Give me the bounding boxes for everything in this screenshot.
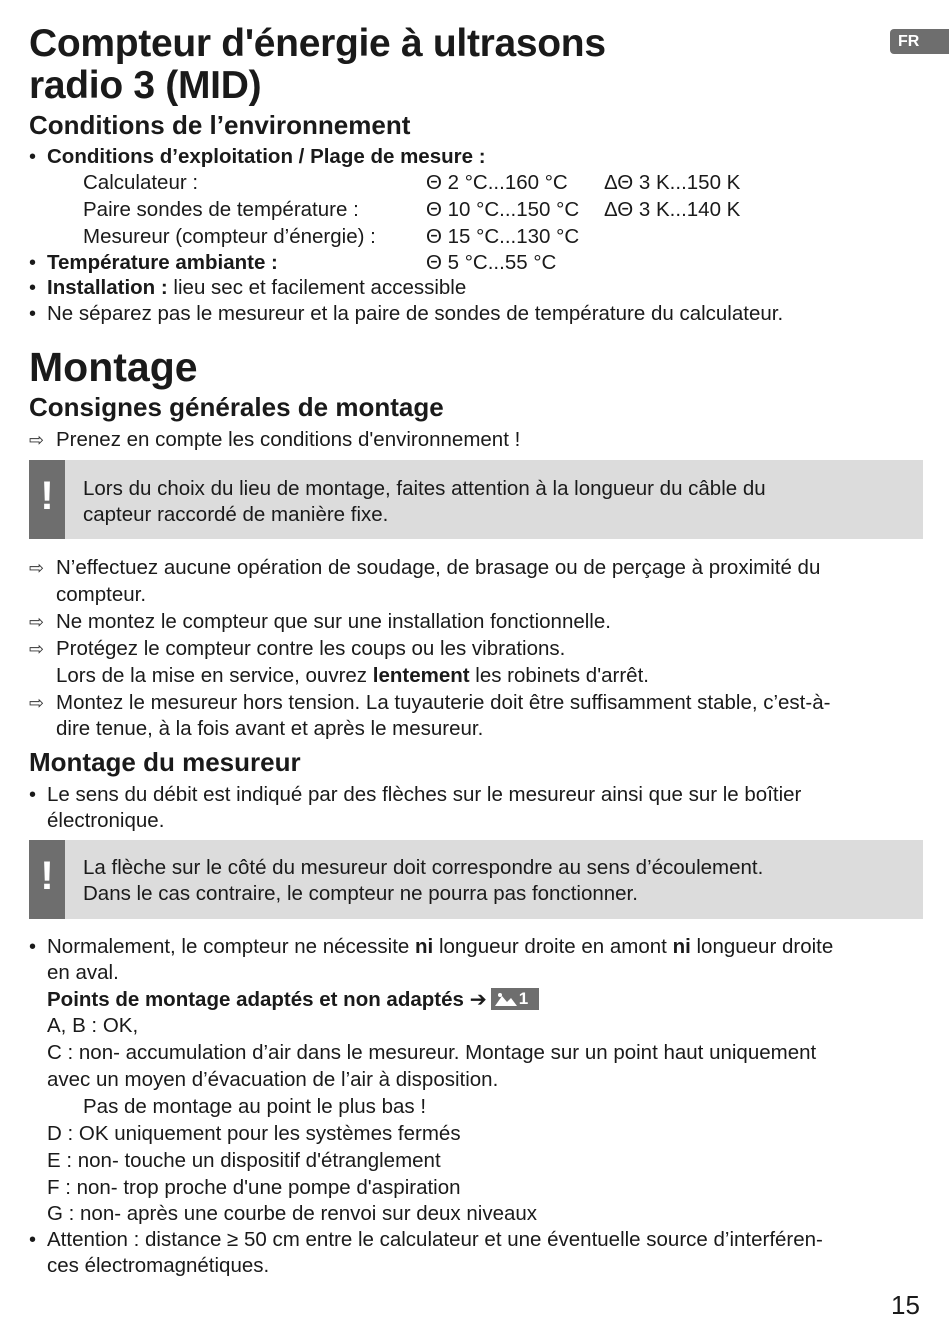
arrow-right-icon: ⇨ bbox=[29, 430, 45, 450]
montage-heading: Montage bbox=[29, 344, 198, 390]
calc-delta: ΔΘ 3 K...150 K bbox=[604, 171, 741, 194]
point-c-line3: Pas de montage au point le plus bas ! bbox=[83, 1095, 427, 1118]
point-ab: A, B : OK, bbox=[47, 1014, 139, 1037]
installation-line bbox=[47, 275, 466, 301]
figure-number: 1 bbox=[518, 988, 529, 1008]
env-heading: Conditions de l’environnement bbox=[29, 110, 411, 140]
arrow-right-icon: ⇨ bbox=[29, 693, 45, 713]
separate-note: Ne séparez pas le mesureur et la paire de sondes de température du calculateur. bbox=[47, 302, 784, 325]
exclamation-icon: ! bbox=[29, 840, 65, 919]
ambient-label: Température ambiante : bbox=[47, 251, 278, 274]
attention-line1: Attention : distance ≥ 50 cm entre le calculateur et une éventuelle source d’interféren- bbox=[47, 1228, 823, 1251]
point-d: D : OK uniquement pour les systèmes fermés bbox=[47, 1122, 461, 1145]
step-no-voltage-line2: dire tenue, à la fois avant et après le mesureur. bbox=[56, 717, 484, 740]
warning-box-cable bbox=[29, 460, 923, 539]
figure-reference[interactable] bbox=[491, 988, 539, 1010]
straight-e: longueur droite bbox=[690, 935, 834, 958]
calc-range: Θ 2 °C...160 °C bbox=[426, 171, 568, 194]
point-e: E : non- touche un dispositif d'étranglement bbox=[47, 1149, 441, 1172]
bullet-icon: • bbox=[29, 784, 37, 806]
step-no-voltage-line1: Montez le mesureur hors tension. La tuyauterie doit être suffisamment stable, c’est-à- bbox=[56, 691, 831, 714]
straight-length-line1 bbox=[47, 934, 833, 960]
valves-text-c: les robinets d'arrêt. bbox=[469, 664, 649, 687]
general-montage-heading: Consignes générales de montage bbox=[29, 392, 444, 422]
exclamation-icon: ! bbox=[29, 460, 65, 539]
step-welding-line2: compteur. bbox=[56, 583, 147, 606]
arrow-right-icon: ⇨ bbox=[29, 558, 45, 578]
straight-b: ni bbox=[415, 935, 434, 958]
attention-line2: ces électromagnétiques. bbox=[47, 1254, 270, 1277]
point-f: F : non- trop proche d'une pompe d'aspiration bbox=[47, 1176, 461, 1199]
valves-text-bold: lentement bbox=[372, 664, 470, 687]
bullet-icon: • bbox=[29, 1229, 37, 1251]
meter-range: Θ 15 °C...130 °C bbox=[426, 225, 580, 248]
step-welding-line1: N’effectuez aucune opération de soudage, de brasage ou de perçage à proximité du bbox=[56, 556, 821, 579]
flow-direction-line2: électronique. bbox=[47, 809, 165, 832]
straight-a: Normalement, le compteur ne nécessite bbox=[47, 935, 416, 958]
bullet-icon: • bbox=[29, 277, 37, 299]
sensor-label: Paire sondes de température : bbox=[83, 198, 359, 221]
warning-text-line1: La flèche sur le côté du mesureur doit correspondre au sens d’écoulement. bbox=[83, 856, 764, 879]
calc-label: Calculateur : bbox=[83, 171, 199, 194]
valves-text-a: Lors de la mise en service, ouvrez bbox=[56, 664, 373, 687]
step-protect: Protégez le compteur contre les coups ou les vibrations. bbox=[56, 637, 566, 660]
point-c-line1: C : non- accumulation d’air dans le mesureur. Montage sur un point haut uniquement bbox=[47, 1041, 817, 1064]
meter-montage-heading: Montage du mesureur bbox=[29, 747, 301, 777]
arrow-right-icon: ⇨ bbox=[29, 612, 45, 632]
point-c-line2: avec un moyen d’évacuation de l’air à disposition. bbox=[47, 1068, 499, 1091]
warning-text-line2: Dans le cas contraire, le compteur ne pourra pas fonctionner. bbox=[83, 882, 638, 905]
ambient-value: Θ 5 °C...55 °C bbox=[426, 251, 557, 274]
straight-c: longueur droite en amont bbox=[433, 935, 673, 958]
page-number: 15 bbox=[891, 1290, 920, 1320]
bullet-icon: • bbox=[29, 146, 37, 168]
sensor-delta: ΔΘ 3 K...140 K bbox=[604, 198, 741, 221]
bullet-icon: • bbox=[29, 252, 37, 274]
image-icon bbox=[494, 992, 518, 1007]
note-environment: Prenez en compte les conditions d'environnement ! bbox=[56, 428, 521, 451]
warning-text-line1: Lors du choix du lieu de montage, faites attention à la longueur du câble du bbox=[83, 477, 766, 500]
installation-label: Installation : bbox=[47, 276, 168, 299]
step-functional-install: Ne montez le compteur que sur une installation fonctionnelle. bbox=[56, 610, 611, 633]
page-title-line2: radio 3 (MID) bbox=[29, 64, 262, 107]
bullet-icon: • bbox=[29, 303, 37, 325]
point-g: G : non- après une courbe de renvoi sur deux niveaux bbox=[47, 1202, 538, 1225]
warning-box-arrow bbox=[29, 840, 923, 919]
straight-d: ni bbox=[672, 935, 691, 958]
language-badge: FR bbox=[890, 29, 949, 54]
warning-text-line2: capteur raccordé de manière fixe. bbox=[83, 503, 389, 526]
sensor-range: Θ 10 °C...150 °C bbox=[426, 198, 580, 221]
straight-length-line2: en aval. bbox=[47, 961, 119, 984]
bullet-icon: • bbox=[29, 936, 37, 958]
meter-label: Mesureur (compteur d’énergie) : bbox=[83, 225, 376, 248]
flow-direction-line1: Le sens du débit est indiqué par des flèches sur le mesureur ainsi que sur le boîtier bbox=[47, 783, 802, 806]
mounting-points-label: Points de montage adaptés et non adaptés ➔ bbox=[47, 988, 487, 1011]
arrow-right-icon: ⇨ bbox=[29, 639, 45, 659]
op-conditions-label: Conditions d’exploitation / Plage de mesure : bbox=[47, 145, 486, 168]
page-title-line1: Compteur d'énergie à ultrasons bbox=[29, 22, 606, 65]
step-open-valves bbox=[56, 663, 649, 689]
mounting-points-line bbox=[47, 987, 539, 1013]
installation-value: lieu sec et facilement accessible bbox=[167, 276, 467, 299]
